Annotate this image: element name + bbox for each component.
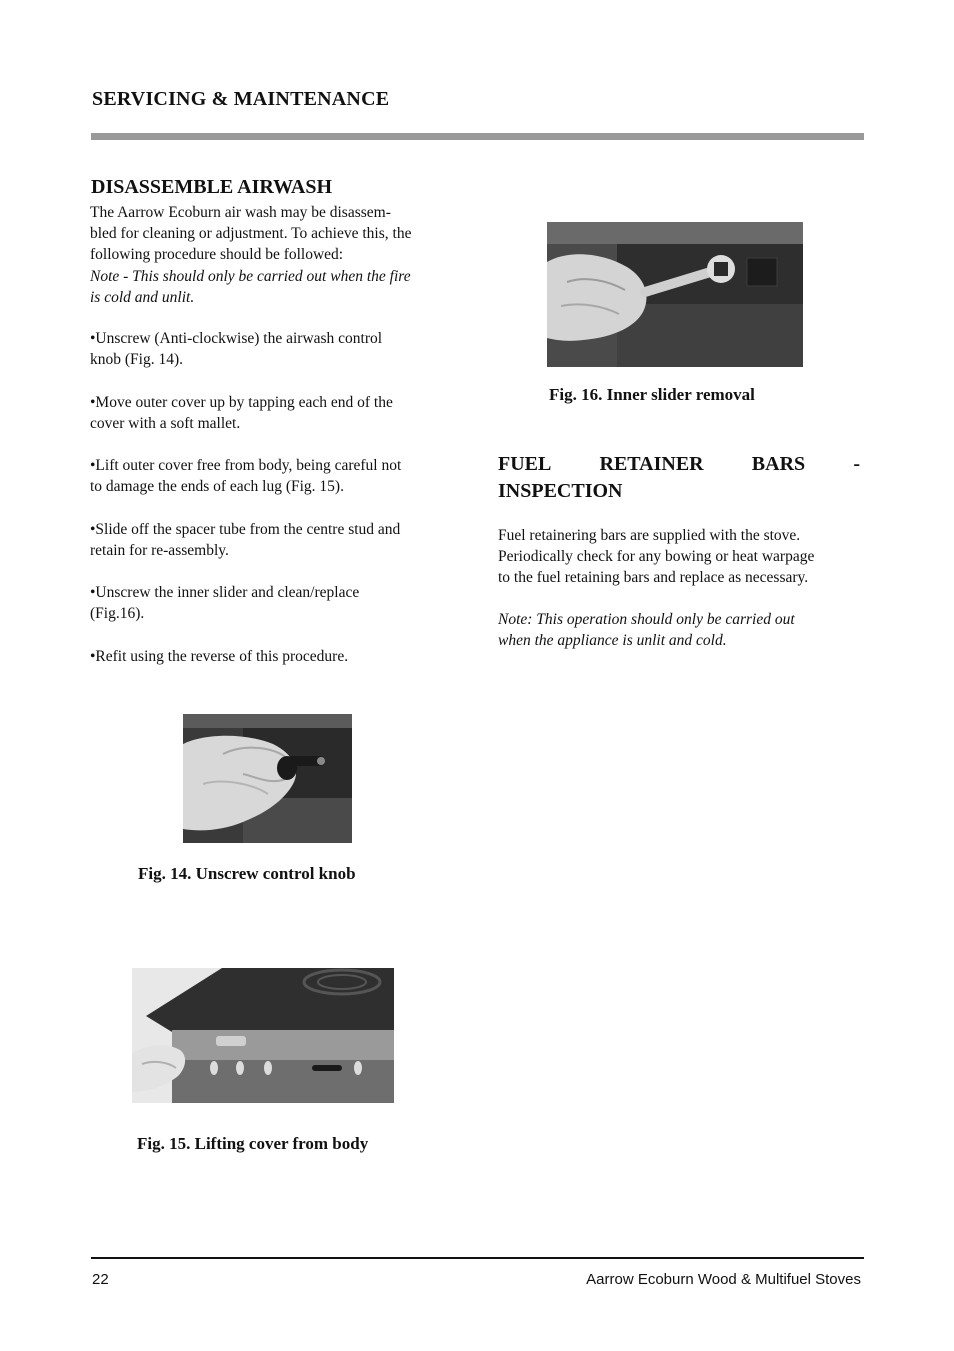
fig16-photo [547,222,803,367]
fuel-body [498,525,868,589]
text-line: cover with a soft mallet. [90,415,241,433]
text-line: Periodically check for any bowing or heat warpage [498,548,815,566]
text-line: to the fuel retaining bars and replace as necessary. [498,569,809,587]
text-line: •Lift outer cover free from body, being careful not [90,457,402,474]
airwash-intro [90,202,452,308]
text-line: bled for cleaning or adjustment. To achieve this, the [90,225,412,243]
airwash-step-5 [90,582,452,624]
text-line: •Slide off the spacer tube from the centre stud and [90,521,401,538]
fuel-heading-line-2: INSPECTION [498,480,623,502]
fuel-retainer-heading [498,451,860,505]
airwash-heading: DISASSEMBLE AIRWASH [91,176,333,198]
text-line: The Aarrow Ecoburn air wash may be disassem- [90,204,391,221]
airwash-step-3 [90,455,452,497]
text-line: following procedure should be followed: [90,246,344,264]
footer-rule [91,1257,864,1259]
page-number: 22 [92,1271,109,1288]
fuel-heading-line-1 [498,451,860,478]
text-line: (Fig.16). [90,605,145,623]
fig14-caption: Fig. 14. Unscrew control knob [138,864,356,883]
text-line: •Refit using the reverse of this procedure. [90,648,349,665]
text-line: •Unscrew (Anti-clockwise) the airwash control [90,330,383,347]
text-line: retain for re-assembly. [90,542,229,560]
heading-word: BARS [751,453,806,475]
fig15-caption: Fig. 15. Lifting cover from body [137,1134,369,1153]
hand-knob-illustration [183,714,352,843]
text-line: Note: This operation should only be carried out [498,611,795,628]
airwash-step-1 [90,328,452,370]
airwash-step-6 [90,646,452,667]
heading-word: FUEL [498,453,552,475]
airwash-step-4 [90,519,452,561]
text-line: Fuel retainering bars are supplied with the stove. [498,527,801,544]
fig14-photo [183,714,352,843]
text-line: •Unscrew the inner slider and clean/replace [90,584,360,601]
airwash-step-2 [90,392,452,434]
fig16-caption: Fig. 16. Inner slider removal [549,385,755,404]
spanner-slider-illustration [547,222,803,367]
stove-cover-illustration [132,968,394,1103]
footer-doc-title: Aarrow Ecoburn Wood & Multifuel Stoves [586,1271,861,1288]
heading-word: RETAINER [599,453,704,475]
fig15-photo [132,968,394,1103]
heading-word: - [853,453,860,475]
text-line: when the appliance is unlit and cold. [498,632,727,650]
text-line: to damage the ends of each lug (Fig. 15). [90,478,344,496]
fuel-note [498,609,860,651]
page-header: SERVICING & MAINTENANCE [92,88,390,110]
text-line: •Move outer cover up by tapping each end of the [90,394,393,411]
header-rule [91,133,864,140]
text-line: is cold and unlit. [90,288,195,306]
text-line: Note - This should only be carried out when the fire [90,267,411,285]
text-line: knob (Fig. 14). [90,351,183,369]
